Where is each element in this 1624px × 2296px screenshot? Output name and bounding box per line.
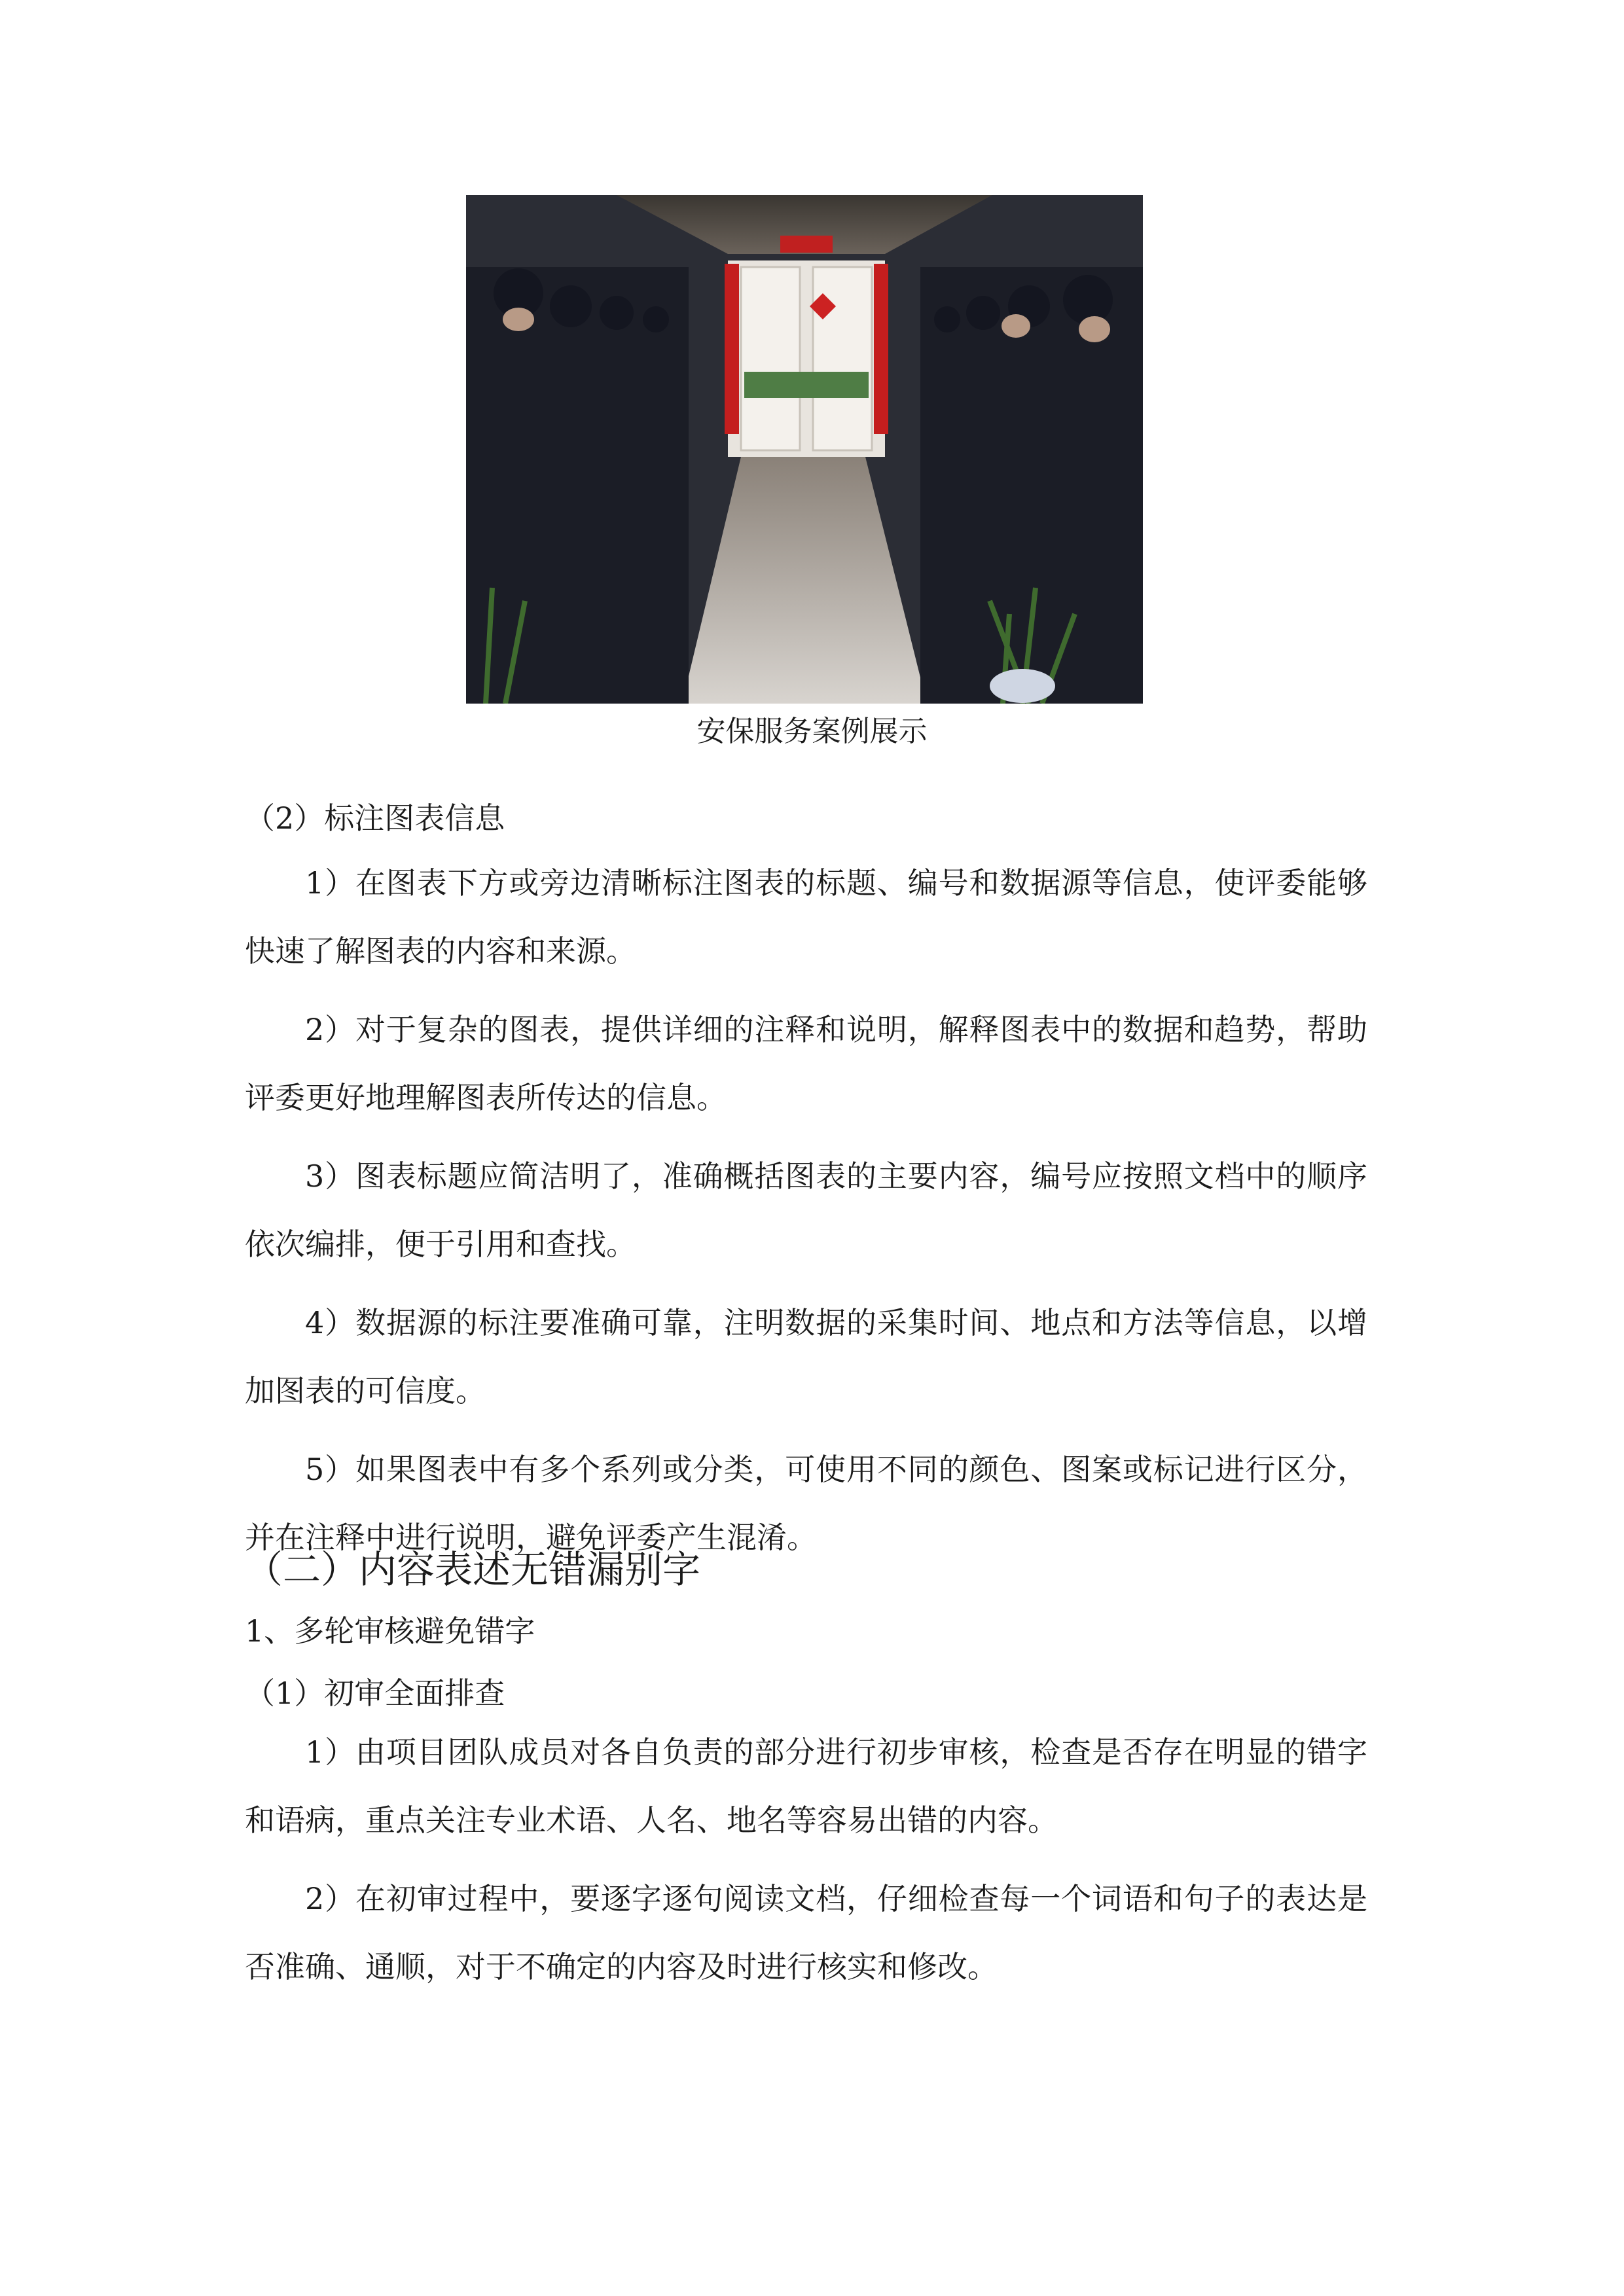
subsection-paragraph-2: 2）在初审过程中，要逐字逐句阅读文档，仔细检查每一个词语和句子的表达是否准确、通顺，对于不确定的内容及时进行核实和修改。	[245, 1881, 1367, 1984]
figure-caption: 安保服务案例展示	[696, 715, 928, 748]
section-paragraph-4: 4）数据源的标注要准确可靠，注明数据的采集时间、地点和方法等信息，以增加图表的可信度。	[245, 1305, 1367, 1408]
chapter-heading: （二）内容表述无错漏别字	[245, 1547, 701, 1592]
section-paragraph-1: 1）在图表下方或旁边清晰标注图表的标题、编号和数据源等信息，使评委能够快速了解图表的内容和来源。	[245, 865, 1367, 969]
section-paragraph-3: 3）图表标题应简洁明了，准确概括图表的主要内容，编号应按照文档中的顺序依次编排，便于引用和查找。	[245, 1158, 1367, 1262]
subsection-title: （1）初审全面排查	[245, 1676, 505, 1711]
section-paragraph-2: 2）对于复杂的图表，提供详细的注释和说明，解释图表中的数据和趋势，帮助评委更好地理解图表所传达的信息。	[245, 1012, 1367, 1115]
security-service-photo	[466, 195, 1143, 704]
chapter-subheading: 1、多轮审核避免错字	[245, 1613, 535, 1649]
subsection-paragraph-1: 1）由项目团队成员对各自负责的部分进行初步审核，检查是否存在明显的错字和语病，重点关注专业术语、人名、地名等容易出错的内容。	[245, 1734, 1367, 1838]
section-paragraph-5: 5）如果图表中有多个系列或分类，可使用不同的颜色、图案或标记进行区分，并在注释中进行说明，避免评委产生混淆。	[245, 1452, 1367, 1555]
section-title: （2）标注图表信息	[245, 800, 505, 836]
